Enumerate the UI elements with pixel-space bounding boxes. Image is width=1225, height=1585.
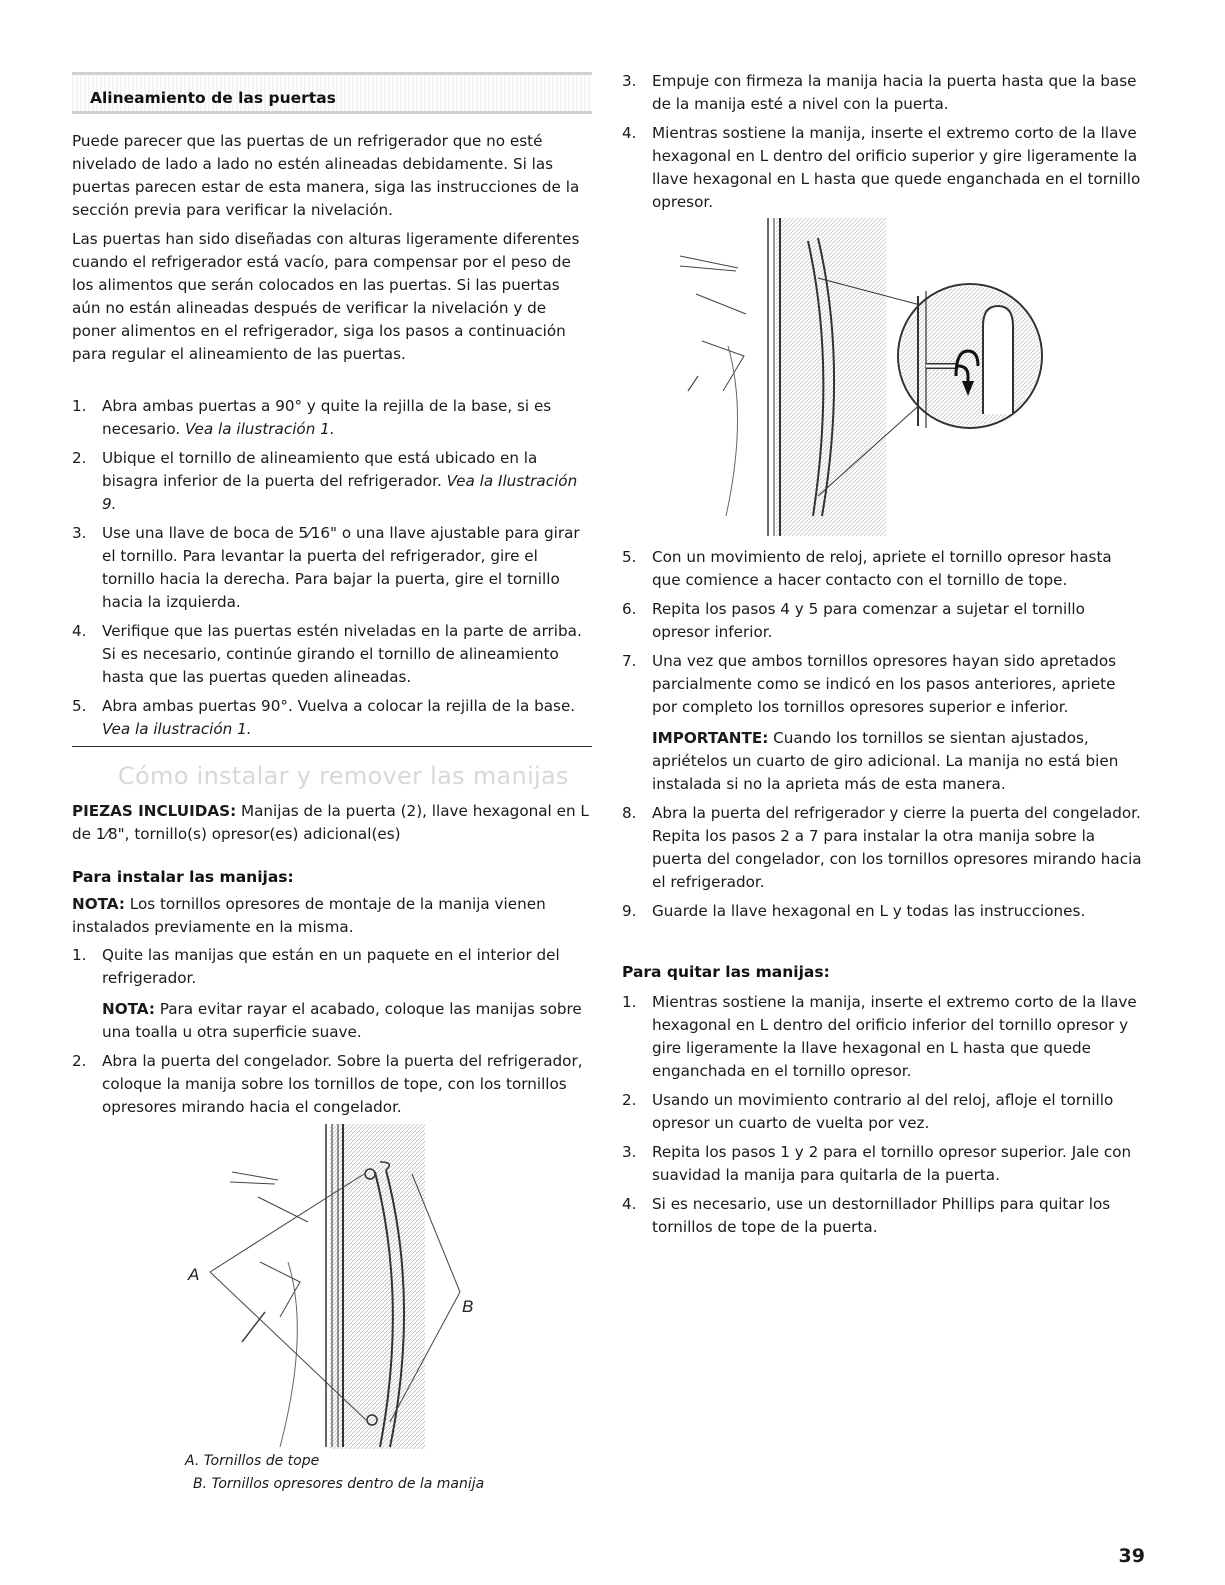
step-number: 3. <box>622 1143 637 1161</box>
step-important <box>652 727 1142 796</box>
step-item <box>72 620 592 689</box>
parts-label: PIEZAS INCLUIDAS: <box>72 802 237 820</box>
step-item <box>72 695 592 741</box>
section-divider <box>72 746 592 747</box>
step-text: Si es necesario, use un destornillador Phillips para quitar los tornillos de tope de la puerta. <box>652 1195 1111 1236</box>
section-heading-handles: Cómo instalar y remover las manijas <box>118 762 569 790</box>
step-number: 2. <box>72 449 87 467</box>
step-item <box>72 944 592 1044</box>
install-steps-right-bottom <box>622 546 1142 929</box>
section-header-bar <box>72 72 592 114</box>
step-number: 4. <box>622 124 637 142</box>
install-steps-right-top <box>622 70 1142 220</box>
step-reference: Vea la ilustración 1. <box>185 420 335 438</box>
step-text: Abra ambas puertas 90°. Vuelva a colocar la rejilla de la base. <box>102 697 576 715</box>
step-note-text: Para evitar rayar el acabado, coloque las manijas sobre una toalla u otra superficie suave. <box>102 1000 582 1041</box>
step-item <box>622 900 1142 923</box>
step-number: 4. <box>622 1195 637 1213</box>
step-important-text: Cuando los tornillos se sientan ajustados, apriételos un cuarto de giro adicional. La manija no está bien instalada si no la aprieta más de esta manera. <box>652 729 1119 793</box>
install-steps-left <box>72 944 592 1125</box>
step-item <box>622 1089 1142 1135</box>
step-number: 7. <box>622 652 637 670</box>
step-text: Con un movimiento de reloj, apriete el tornillo opresor hasta que comience a hacer contacto con el tornillo de tope. <box>652 548 1112 589</box>
step-item <box>72 522 592 614</box>
step-text: Use una llave de boca de 5⁄16" o una llave ajustable para girar el tornillo. Para levantar la puerta del refrigerador, gire el tornillo hacia la derecha. Para bajar la puerta, gire el tornillo hacia la izquierda. <box>102 524 580 611</box>
install-note-text: Los tornillos opresores de montaje de la manija vienen instalados previamente en la misma. <box>72 895 546 936</box>
step-text: Repita los pasos 1 y 2 para el tornillo opresor superior. Jale con suavidad la manija para quitarla de la puerta. <box>652 1143 1132 1184</box>
step-important-label: IMPORTANTE: <box>652 729 769 747</box>
step-reference: Vea la Ilustración 9. <box>102 472 578 513</box>
step-text: Mientras sostiene la manija, inserte el extremo corto de la llave hexagonal en L dentro del orificio inferior del tornillo opresor y gire ligeramente la llave hexagonal en L hasta que quede enganchada en el tornillo opresor. <box>652 993 1137 1080</box>
step-item <box>622 1193 1142 1239</box>
install-heading-block <box>72 868 592 886</box>
step-text: Guarde la llave hexagonal en L y todas las instrucciones. <box>652 902 1086 920</box>
step-number: 1. <box>72 397 87 415</box>
step-item <box>72 447 592 516</box>
hex-key-illustration <box>668 216 1068 538</box>
step-number: 3. <box>622 72 637 90</box>
handle-installation-illustration <box>180 1122 500 1452</box>
alignment-intro-paragraph-2: Las puertas han sido diseñadas con alturas ligeramente diferentes cuando el refrigerador está vacío, para compensar por el peso de los alimentos que serán colocados en las puertas. Si las puertas aún no están alineadas después de verificar la nivelación y de poner alimentos en el refrigerador, siga los pasos a continuación para regular el alineamiento de las puertas. <box>72 230 580 363</box>
figure-caption-a: A. Tornillos de tope <box>185 1453 320 1469</box>
step-number: 5. <box>72 697 87 715</box>
step-text: Empuje con firmeza la manija hacia la puerta hasta que la base de la manija esté a nivel con la puerta. <box>652 72 1137 113</box>
step-text: Quite las manijas que están en un paquete en el interior del refrigerador. <box>102 946 560 987</box>
remove-heading-block <box>622 963 1142 981</box>
step-item <box>622 802 1142 894</box>
step-text: Mientras sostiene la manija, inserte el extremo corto de la llave hexagonal en L dentro del orificio superior y gire ligeramente la llave hexagonal en L hasta que quede enganchada en el tornillo opresor. <box>652 124 1141 211</box>
alignment-steps <box>72 395 592 747</box>
step-number: 1. <box>622 993 637 1011</box>
install-note <box>72 893 592 939</box>
step-number: 8. <box>622 804 637 822</box>
step-text: Usando un movimiento contrario al del reloj, afloje el tornillo opresor un cuarto de vuelta por vez. <box>652 1091 1114 1132</box>
step-number: 2. <box>72 1052 87 1070</box>
figure-label-b: B <box>462 1297 474 1316</box>
section-heading-door-alignment: Alineamiento de las puertas <box>90 89 336 107</box>
step-item <box>622 546 1142 592</box>
step-reference: Vea la ilustración 1. <box>102 720 252 738</box>
remove-heading: Para quitar las manijas: <box>622 963 830 981</box>
install-heading: Para instalar las manijas: <box>72 868 294 886</box>
step-number: 2. <box>622 1091 637 1109</box>
step-item <box>72 395 592 441</box>
step-item <box>622 598 1142 644</box>
step-item <box>622 122 1142 214</box>
step-item <box>622 991 1142 1083</box>
step-item <box>622 650 1142 796</box>
step-number: 4. <box>72 622 87 640</box>
install-note-label: NOTA: <box>72 895 125 913</box>
page-number: 39 <box>1118 1545 1145 1567</box>
step-text: Una vez que ambos tornillos opresores hayan sido apretados parcialmente como se indicó en los pasos anteriores, apriete por completo los tornillos opresores superior e inferior. <box>652 652 1117 716</box>
step-item <box>72 1050 592 1119</box>
step-text: Ubique el tornillo de alineamiento que está ubicado en la bisagra inferior de la puerta del refrigerador. <box>102 449 538 490</box>
step-text: Verifique que las puertas estén niveladas en la parte de arriba. Si es necesario, continúe girando el tornillo de alineamiento hasta que las puertas queden alineadas. <box>102 622 582 686</box>
step-text: Repita los pasos 4 y 5 para comenzar a sujetar el tornillo opresor inferior. <box>652 600 1085 641</box>
step-number: 1. <box>72 946 87 964</box>
remove-steps <box>622 991 1142 1245</box>
step-note-label: NOTA: <box>102 1000 155 1018</box>
step-number: 5. <box>622 548 637 566</box>
parts-text: Manijas de la puerta (2), llave hexagonal en L de 1⁄8", tornillo(s) opresor(es) adicional(es) <box>72 802 589 843</box>
step-number: 9. <box>622 902 637 920</box>
figure-caption-b: B. Tornillos opresores dentro de la manija <box>193 1476 485 1492</box>
step-text: Abra la puerta del refrigerador y cierre la puerta del congelador. Repita los pasos 2 a 7 para instalar la otra manija sobre la puerta del congelador, con los tornillos opresores mirando hacia el refrigerador. <box>652 804 1142 891</box>
step-text: Abra ambas puertas a 90° y quite la rejilla de la base, si es necesario. <box>102 397 552 438</box>
step-number: 3. <box>72 524 87 542</box>
step-text: Abra la puerta del congelador. Sobre la puerta del refrigerador, coloque la manija sobre los tornillos de tope, con los tornillos opresores mirando hacia el congelador. <box>102 1052 583 1116</box>
figure-label-a: A <box>188 1265 200 1284</box>
step-note <box>102 998 592 1044</box>
alignment-intro-paragraph-1: Puede parecer que las puertas de un refrigerador que no esté nivelado de lado a lado no estén alineadas debidamente. Si las puertas parecen estar de esta manera, siga las instrucciones de la sección previa para verificar la nivelación. <box>72 132 580 219</box>
parts-included <box>72 800 592 846</box>
step-item <box>622 70 1142 116</box>
step-number: 6. <box>622 600 637 618</box>
step-item <box>622 1141 1142 1187</box>
